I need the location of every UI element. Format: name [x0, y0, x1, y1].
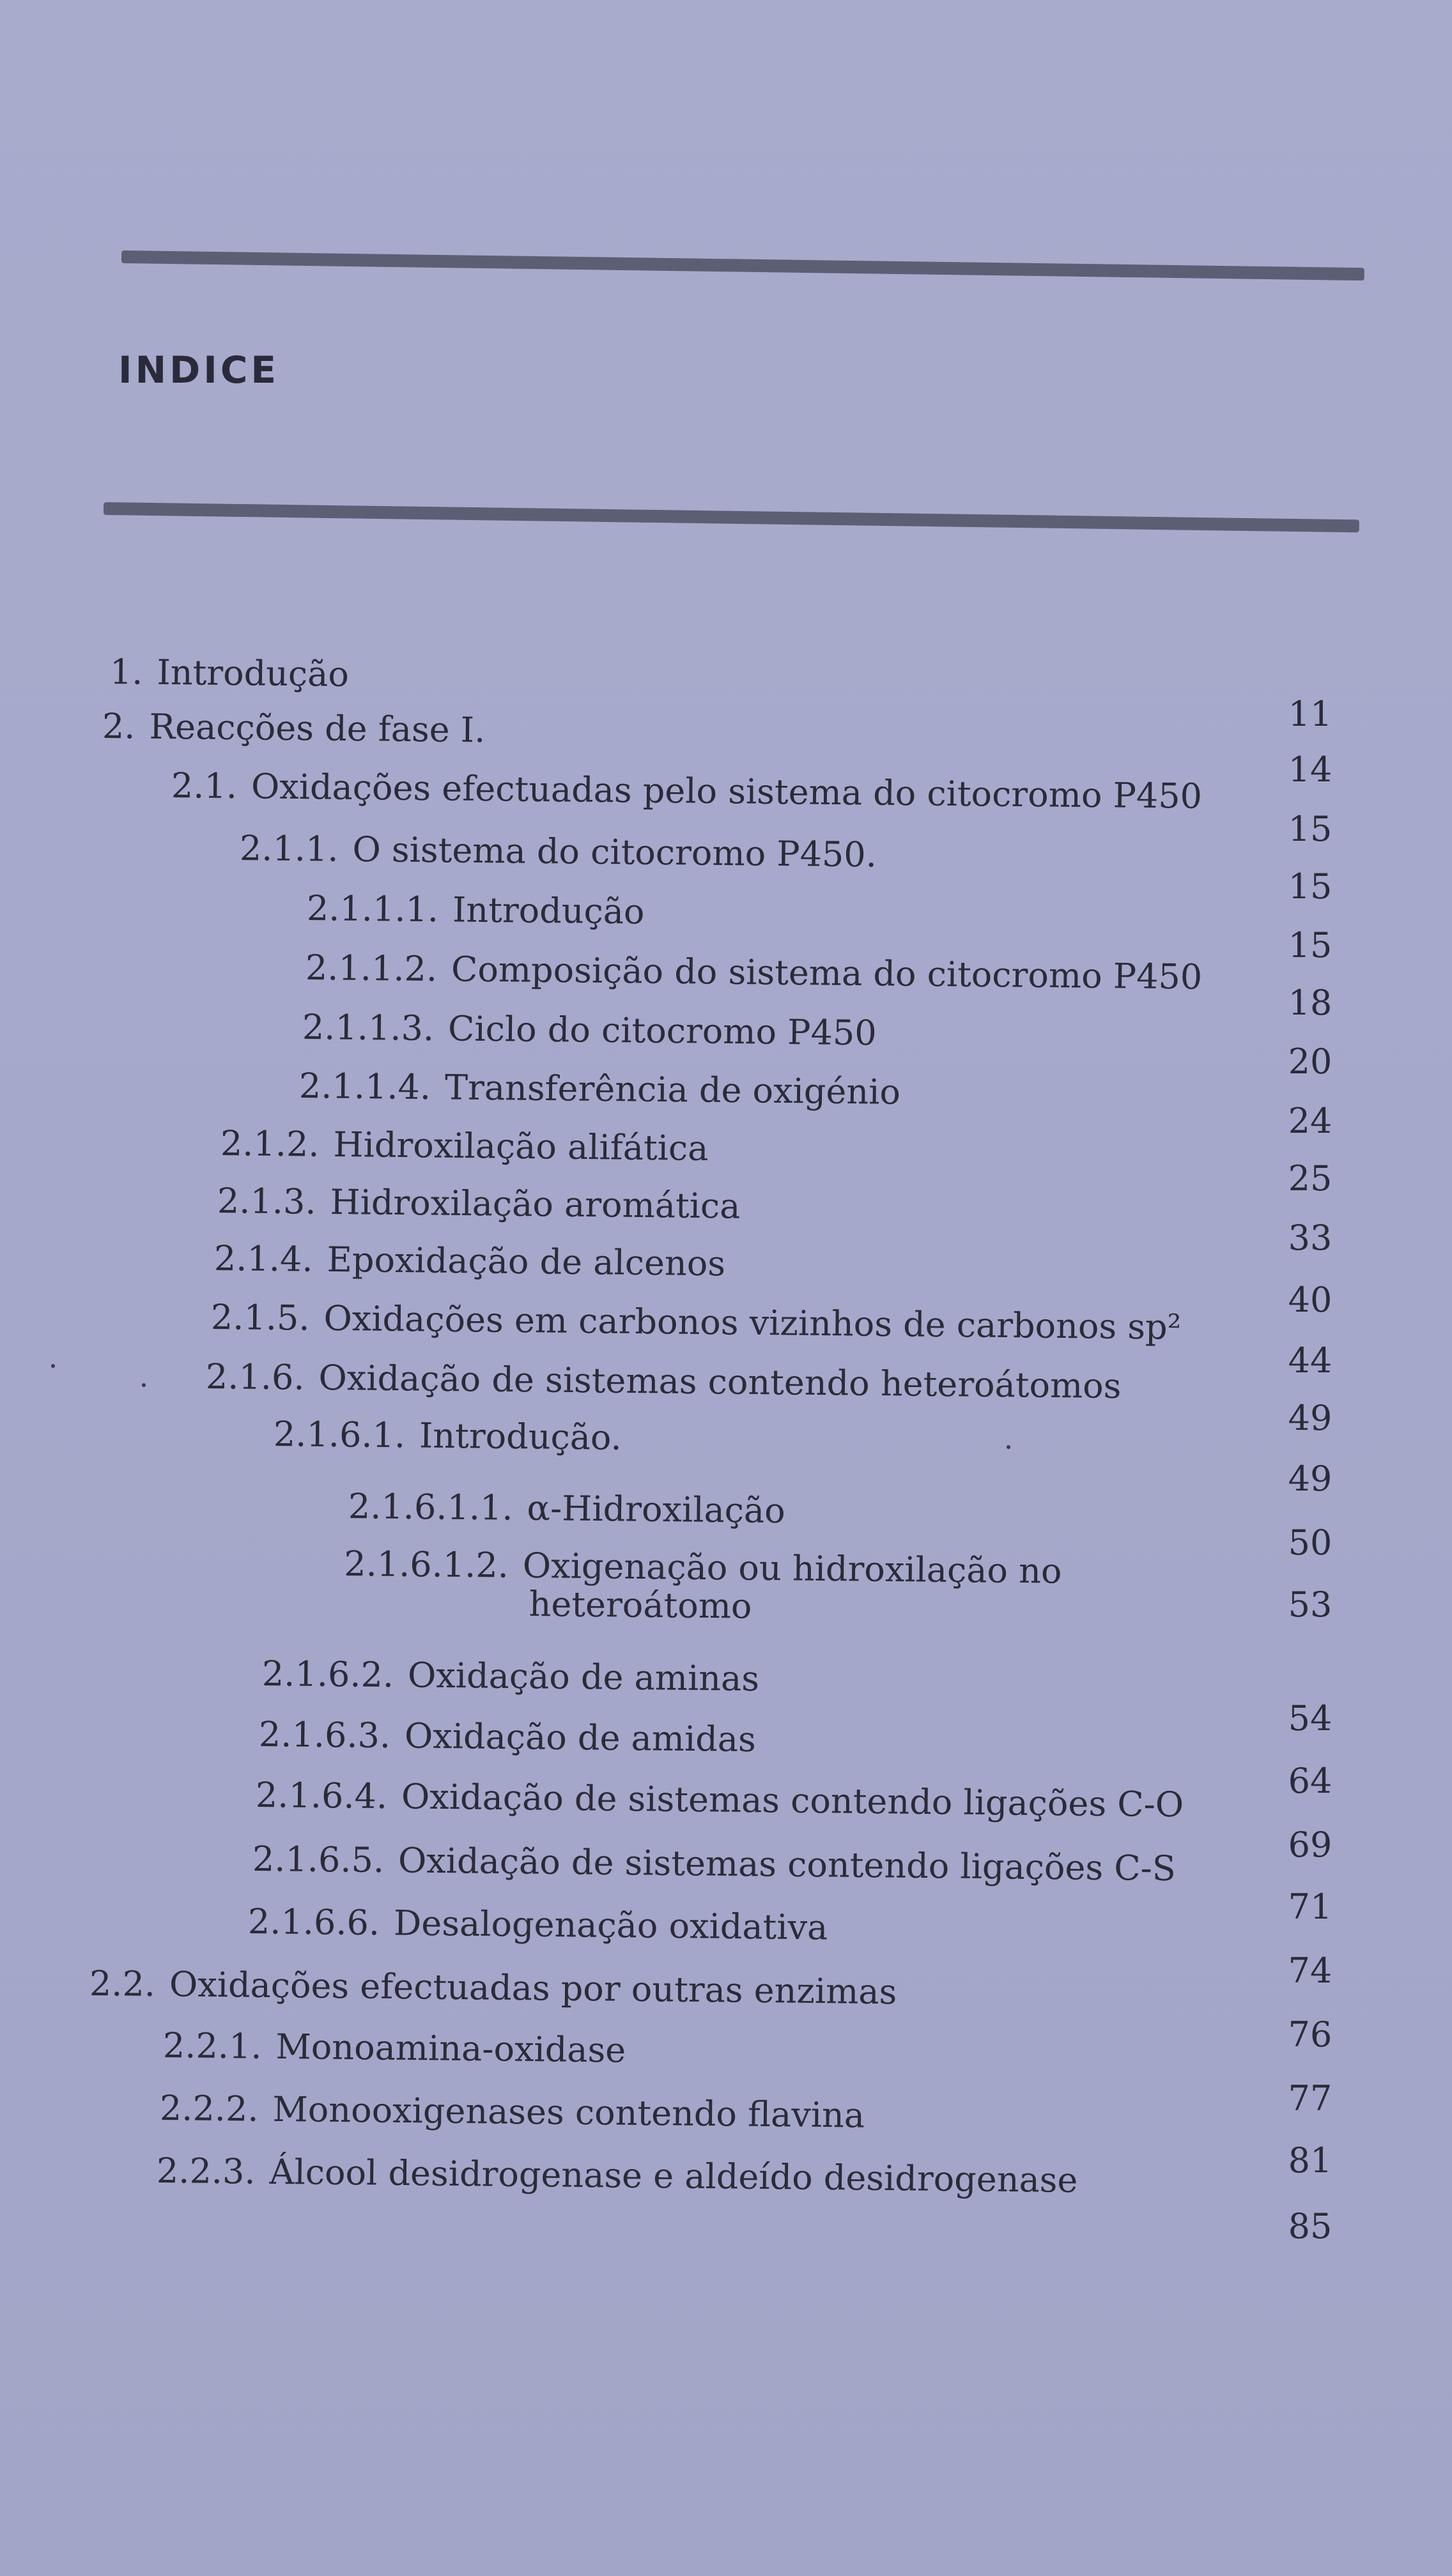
toc-entry-title: Oxidação de amidas	[404, 1715, 757, 1760]
page-number: 40	[1288, 1280, 1332, 1320]
toc-entry	[262, 1655, 760, 1698]
toc-entry-title: Monoamina-oxidase	[275, 2026, 626, 2071]
toc-entry	[348, 1487, 785, 1530]
toc-entry-title: Desalogenação oxidativa	[393, 1903, 828, 1948]
toc-entry-number: 2.1.1.3.	[302, 1007, 435, 1049]
toc-entry	[214, 1239, 726, 1283]
toc-entry	[220, 1124, 709, 1168]
page-number: 64	[1288, 1761, 1332, 1801]
toc-entry-title: Oxidações efectuadas pelo sistema do citocromo P450	[251, 766, 1203, 816]
toc-entry-title: Epoxidação de alcenos	[327, 1239, 726, 1284]
toc-entry-title: Hidroxilação alifática	[333, 1124, 709, 1169]
toc-entry-number: 2.1.6.2.	[261, 1653, 394, 1696]
page-number: 69	[1288, 1825, 1332, 1865]
toc-entry-title: Ciclo do citocromo P450	[447, 1008, 877, 1054]
page-number: 15	[1288, 925, 1332, 965]
toc-entry	[307, 889, 645, 931]
page-number: 14	[1288, 749, 1332, 790]
toc-entry-title: Oxidação de sistemas contendo ligações C-O	[401, 1776, 1184, 1825]
toc-entry	[171, 767, 1203, 816]
page-number: 85	[1288, 2206, 1332, 2246]
page-number: 76	[1288, 2014, 1332, 2055]
toc-entry	[157, 2152, 1078, 2200]
toc-entry-title: Introdução	[452, 889, 645, 932]
toc-entry-number: 2.1.1.1.	[306, 888, 439, 930]
toc-entry	[163, 2027, 626, 2070]
toc-entry-number: 2.1.6.4.	[255, 1775, 388, 1817]
toc-entry-number: 2.1.4.	[213, 1238, 313, 1280]
toc-entry	[259, 1715, 756, 1759]
toc-entry	[343, 1545, 1062, 1629]
toc-entry-title: Oxidações efectuadas por outras enzimas	[169, 1964, 897, 2012]
page-number: 11	[1288, 694, 1332, 734]
page-number: 53	[1288, 1584, 1332, 1625]
toc-entry-number: 2.1.6.3.	[258, 1714, 391, 1756]
toc-entry-number: 2.1.1.4.	[298, 1066, 431, 1108]
toc-entry	[217, 1182, 741, 1226]
page-number: 15	[1288, 866, 1332, 907]
toc-entry	[302, 1008, 877, 1052]
toc-entry-title: O sistema do citocromo P450.	[352, 829, 877, 875]
toc-entry-continuation: heteroátomo	[529, 1584, 752, 1627]
toc-entry	[256, 1776, 1184, 1824]
toc-entry-number: 2.1.6.1.2.	[343, 1544, 509, 1586]
toc-entry-title: Reacções de fase I.	[149, 706, 486, 751]
toc-entry	[211, 1298, 1182, 1347]
page-number: 49	[1288, 1398, 1332, 1438]
page-number: 71	[1288, 1887, 1332, 1927]
toc-entry	[102, 707, 486, 749]
page-number: 15	[1288, 809, 1332, 849]
toc-entry	[305, 949, 1203, 997]
toc-entry	[240, 829, 877, 874]
toc-entry-number: 2.1.1.	[239, 828, 339, 870]
toc-entry-number: 2.	[102, 706, 135, 747]
toc-entry-number: 2.1.	[171, 765, 238, 807]
toc-entry-title: Introdução	[157, 652, 350, 694]
toc-entry-number: 2.2.1.	[162, 2025, 262, 2067]
toc-entry	[89, 1965, 897, 2011]
toc-entry-number: 2.1.6.5.	[252, 1839, 385, 1881]
toc-entry	[160, 2089, 865, 2135]
page-number: 24	[1288, 1101, 1332, 1141]
toc-entry-number: 2.1.6.6.	[247, 1901, 380, 1943]
page-number: 18	[1288, 983, 1332, 1023]
paper-speck	[1007, 1445, 1010, 1449]
toc-entry	[252, 1840, 1177, 1888]
toc-entry-title: Monooxigenases contendo flavina	[272, 2089, 865, 2136]
page-number: 44	[1288, 1340, 1332, 1381]
page-number: 20	[1288, 1041, 1332, 1082]
toc-entry-title: Oxidação de aminas	[407, 1655, 760, 1699]
toc-entry-title: Hidroxilação aromática	[330, 1181, 741, 1227]
page-number: 81	[1288, 2140, 1332, 2181]
toc-entry-number: 2.2.	[89, 1963, 156, 2005]
toc-entry	[274, 1415, 622, 1457]
toc-entry-title: Oxidações em carbonos vizinhos de carbonos sp²	[323, 1298, 1182, 1347]
toc-entry	[206, 1358, 1122, 1406]
toc-entry-title: Álcool desidrogenase e aldeído desidrogenase	[269, 2151, 1078, 2201]
paper-speck	[142, 1383, 146, 1387]
page-number: 54	[1288, 1698, 1332, 1738]
page-number: 77	[1288, 2078, 1332, 2119]
toc-entry-number: 2.1.6.1.1.	[348, 1486, 513, 1528]
toc-entry	[248, 1903, 828, 1947]
page-number: 50	[1288, 1522, 1332, 1563]
page-title: INDICE	[118, 348, 280, 392]
toc-entry-title: Oxigenação ou hidroxilação no	[522, 1545, 1062, 1591]
page-number: 33	[1288, 1218, 1332, 1258]
toc-entry-title: Composição do sistema do citocromo P450	[451, 949, 1203, 997]
toc-entry	[110, 653, 350, 694]
toc-entry-number: 2.2.3.	[156, 2150, 256, 2192]
toc-entry-number: 2.1.5.	[210, 1297, 310, 1338]
toc-entry-title: Transferência de oxigénio	[444, 1067, 901, 1112]
toc-entry-number: 2.1.6.1.	[273, 1414, 406, 1456]
toc-entry-title: Oxidação de sistemas contendo ligações C-S	[398, 1840, 1177, 1889]
toc-entry-number: 2.1.6.	[205, 1356, 305, 1398]
page-number: 25	[1288, 1158, 1332, 1199]
toc-entry-number: 2.1.3.	[217, 1181, 316, 1222]
toc-entry-number: 2.1.1.2.	[305, 947, 438, 990]
toc-entry-title: Introdução.	[419, 1415, 622, 1458]
toc-entry	[299, 1067, 901, 1112]
toc-entry-title: Oxidação de sistemas contendo heteroátomos	[318, 1357, 1122, 1406]
page-number: 49	[1288, 1459, 1332, 1499]
page-number: 74	[1288, 1951, 1332, 1991]
toc-entry-number: 2.1.2.	[220, 1123, 320, 1165]
paper-speck	[51, 1364, 55, 1368]
toc-entry-number: 2.2.2.	[159, 2088, 259, 2129]
toc-entry-title: α-Hidroxilação	[527, 1487, 786, 1531]
toc-entry-number: 1.	[109, 652, 143, 693]
